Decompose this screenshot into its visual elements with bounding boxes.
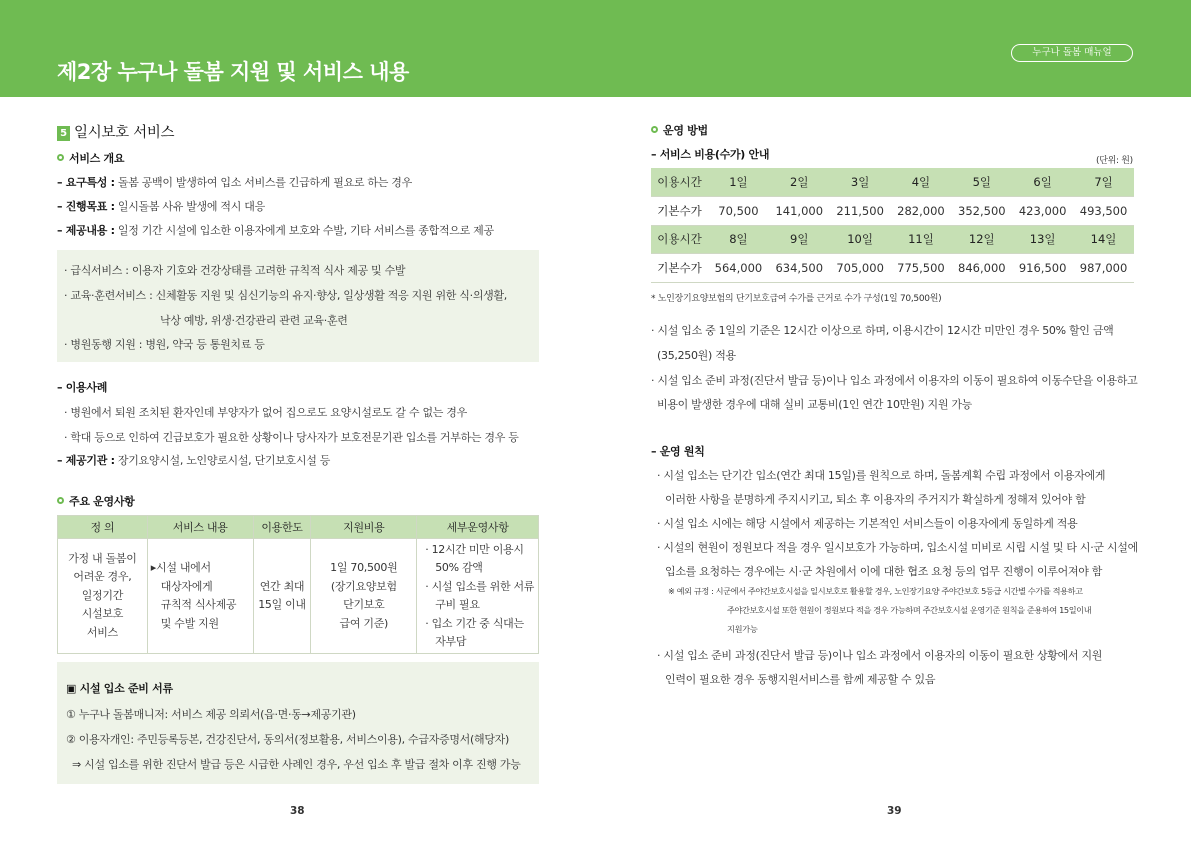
operations-table: [57, 515, 539, 654]
principle-line: 이러한 사항을 분명하게 주지시키고, 퇴소 후 이용자의 주거지가 확실하게 정해져 있어야 함: [665, 493, 1086, 506]
provider-line: – 제공기관 : 장기요양시설, 노인양로시설, 단기보호시설 등: [57, 454, 331, 467]
cost-cell: 423,000: [1012, 197, 1073, 226]
cost-cell: 3일: [830, 168, 891, 197]
cost-cell: 916,500: [1012, 254, 1073, 283]
limit-cell: 연간 최대 15일 이내: [253, 539, 311, 654]
final-line: · 시설 입소 준비 과정(진단서 발급 등)이나 입소 과정에서 이용자의 이동이 필요한 상황에서 지원: [657, 649, 1103, 662]
goal-line: – 진행목표 : 일시돌봄 사유 발생에 적시 대응: [57, 200, 265, 213]
documents-item: ① 누구나 돌봄매니저: 서비스 제공 의뢰서(읍·면·동→제공기관): [66, 708, 356, 721]
cost-cell: 987,000: [1073, 254, 1134, 283]
documents-item: ⇒ 시설 입소를 위한 진단서 발급 등은 시급한 사례인 경우, 우선 입소 후 발급 절차 이후 진행 가능: [72, 758, 521, 771]
cost-cell: 1일 70,500원 (장기요양보험 단기보호 급여 기준): [311, 539, 417, 654]
method-heading: 운영 방법: [651, 122, 708, 138]
cost-table: [651, 168, 1134, 283]
cost-row-label: 이용시간: [651, 168, 708, 197]
principle-line: · 시설의 현원이 정원보다 적을 경우 일시보호가 가능하며, 입소시설 미비로 시립 시설 및 타 시·군 시설에: [657, 541, 1138, 554]
exception-line: ※ 예외 규정 : 시군에서 주야간보호시설을 일시보호로 활용할 경우, 노인장기요양 주야간보호 5등급 시간별 수가를 적용하고: [668, 586, 1083, 596]
cost-cell: 11일: [891, 225, 952, 254]
cost-cell: 705,000: [830, 254, 891, 283]
cost-row-label: 이용시간: [651, 225, 708, 254]
cost-cell: 4일: [891, 168, 952, 197]
circle-bullet-icon: [651, 126, 658, 133]
definition-cell: 가정 내 돌봄이 어려운 경우, 일정기간 시설보호 서비스: [58, 539, 148, 654]
cost-cell: 7일: [1073, 168, 1134, 197]
box-item: 낙상 예방, 위생·건강관리 관련 교육·훈련: [160, 314, 348, 327]
circle-bullet-icon: [57, 154, 64, 161]
principle-line: 입소를 요청하는 경우에는 시·군 차원에서 이에 대한 협조 요청 등의 업무 진행이 이루어져야 함: [665, 565, 1103, 578]
circle-bullet-icon: [57, 497, 64, 504]
cost-cell: 775,500: [891, 254, 952, 283]
requirement-line: – 요구특성 : 돌봄 공백이 발생하여 입소 서비스를 긴급하게 필요로 하는 경우: [57, 176, 412, 189]
page-number-right: 39: [887, 805, 902, 817]
ops-heading: 주요 운영사항: [57, 493, 135, 509]
documents-heading: ▣ 시설 입소 준비 서류: [66, 682, 173, 695]
service-cell: ▸시설 내에서 대상자에게 규칙적 식사제공 및 수발 지원: [147, 539, 253, 654]
case-heading: – 이용사례: [57, 381, 108, 394]
cost-line: · 시설 입소 중 1일의 기준은 12시간 이상으로 하며, 이용시간이 12시간 미만인 경우 50% 할인 금액: [651, 324, 1114, 337]
exception-line: 지원가능: [727, 624, 758, 634]
table-header: 이용한도: [253, 516, 311, 539]
cost-line: (35,250원) 적용: [657, 349, 736, 362]
case-item: · 병원에서 퇴원 조치된 환자인데 부양자가 없어 집으로도 요양시설로도 갈 수 없는 경우: [64, 406, 467, 419]
final-line: 인력이 필요한 경우 동행지원서비스를 함께 제공할 수 있음: [665, 673, 936, 686]
page-number-left: 38: [290, 805, 305, 817]
table-header: 지원비용: [311, 516, 417, 539]
cost-cell: 12일: [951, 225, 1012, 254]
unit-label: (단위: 원): [1096, 156, 1133, 166]
cost-row-label: 기본수가: [651, 254, 708, 283]
manual-badge: 누구나 돌봄 매뉴얼: [1011, 44, 1133, 62]
detail-cell: · 12시간 미만 이용시 50% 감액 · 시설 입소를 위한 서류 구비 필요 · 입소 기간 중 식대는 자부담: [417, 539, 539, 654]
cost-heading: – 서비스 비용(수가) 안내: [651, 148, 770, 161]
cost-cell: 5일: [951, 168, 1012, 197]
box-item: · 교육·훈련서비스 : 신체활동 지원 및 심신기능의 유지·향상, 일상생활 적응 지원 위한 식·의생활,: [64, 289, 508, 302]
cost-cell: 6일: [1012, 168, 1073, 197]
section-title: [57, 121, 174, 142]
exception-line: 주야간보호시설 또한 현원이 정원보다 적을 경우 가능하며 주간보호시설 운영기준 원칙을 준용하여 15일이내: [727, 605, 1092, 615]
cost-cell: 13일: [1012, 225, 1073, 254]
cost-cell: 634,500: [769, 254, 830, 283]
cost-row-label: 기본수가: [651, 197, 708, 226]
cost-cell: 846,000: [951, 254, 1012, 283]
table-header: 세부운영사항: [417, 516, 539, 539]
box-item: · 병원동행 지원 : 병원, 약국 등 통원치료 등: [64, 338, 265, 351]
cost-cell: 211,500: [830, 197, 891, 226]
cost-line: · 시설 입소 준비 과정(진단서 발급 등)이나 입소 과정에서 이용자의 이동이 필요하여 이동수단을 이용하고: [651, 374, 1138, 387]
overview-heading: 서비스 개요: [57, 150, 124, 166]
case-item: · 학대 등으로 인하여 긴급보호가 필요한 상황이나 당사자가 보호전문기관 입소를 거부하는 경우 등: [64, 431, 519, 444]
cost-cell: 1일: [708, 168, 769, 197]
cost-cell: 352,500: [951, 197, 1012, 226]
cost-cell: 10일: [830, 225, 891, 254]
principle-heading: – 운영 원칙: [651, 445, 705, 458]
cost-cell: 14일: [1073, 225, 1134, 254]
section-number-badge: 5: [57, 126, 70, 141]
documents-item: ② 이용자개인: 주민등록등본, 건강진단서, 동의서(정보활용, 서비스이용), 수급자증명서(해당자): [66, 733, 509, 746]
cost-cell: 8일: [708, 225, 769, 254]
cost-cell: 141,000: [769, 197, 830, 226]
cost-cell: 282,000: [891, 197, 952, 226]
cost-line: 비용이 발생한 경우에 대해 실비 교통비(1인 연간 10만원) 지원 가능: [657, 398, 972, 411]
chapter-title: 제2장 누구나 돌봄 지원 및 서비스 내용: [57, 60, 409, 84]
cost-cell: 564,000: [708, 254, 769, 283]
table-header: 정 의: [58, 516, 148, 539]
cost-cell: 70,500: [708, 197, 769, 226]
cost-cell: 9일: [769, 225, 830, 254]
section-title-text: 일시보호 서비스: [74, 125, 175, 141]
box-item: · 급식서비스 : 이용자 기호와 건강상태를 고려한 규칙적 식사 제공 및 수발: [64, 264, 406, 277]
cost-note: * 노인장기요양보험의 단기보호급여 수가를 근거로 수가 구성(1일 70,500원): [651, 294, 942, 304]
cost-cell: 2일: [769, 168, 830, 197]
chapter-header: [0, 0, 1191, 97]
cost-cell: 493,500: [1073, 197, 1134, 226]
principle-line: · 시설 입소 시에는 해당 시설에서 제공하는 기본적인 서비스들이 이용자에게 동일하게 적용: [657, 517, 1078, 530]
content-line: – 제공내용 : 일정 기간 시설에 입소한 이용자에게 보호와 수발, 기타 서비스를 종합적으로 제공: [57, 224, 494, 237]
table-header: 서비스 내용: [147, 516, 253, 539]
principle-line: · 시설 입소는 단기간 입소(연간 최대 15일)를 원칙으로 하며, 돌봄계획 수립 과정에서 이용자에게: [657, 469, 1106, 482]
